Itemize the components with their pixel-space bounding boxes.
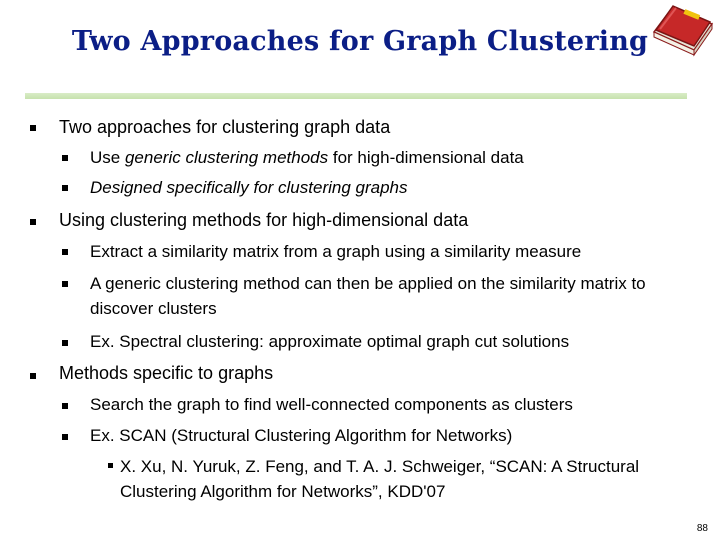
bullet-marker [30,125,36,131]
bullet-marker [62,281,68,287]
sub-bullet-similarity-matrix: Extract a similarity matrix from a graph using a similarity measure [90,242,582,261]
page-number: 88 [696,523,708,534]
sub-bullet-generic-emphasis: generic clustering methods [124,148,329,167]
sub-bullet-designed-specifically [90,175,408,200]
slide-title: Two Approaches for Graph Clustering [71,26,649,57]
bullet-marker [62,155,68,161]
sub-bullet-generic-suffix: for high-dimensional data [328,148,524,167]
bullet-high-dimensional: Using clustering methods for high-dimensional data [59,210,469,230]
bullet-marker [30,219,36,225]
bullet-marker [62,434,68,440]
bullet-marker [62,185,68,191]
sub-bullet-generic-prefix: Use [90,148,125,167]
bullet-marker [108,463,113,468]
sub-bullet-spectral: Ex. Spectral clustering: approximate optimal graph cut solutions [90,332,570,351]
sub-sub-bullet-citation: X. Xu, N. Yuruk, Z. Feng, and T. A. J. Schweiger, “SCAN: A Structural Clustering Algorithm for Networks”, KDD'07 [120,457,640,501]
bullet-marker [62,340,68,346]
sub-bullet-search-graph: Search the graph to find well-connected components as clusters [90,395,573,414]
sub-bullet-generic-methods [90,145,524,170]
sub-bullet-generic-applied: A generic clustering method can then be applied on the similarity matrix to discover clusters [90,274,646,318]
bullet-methods-specific: Methods specific to graphs [59,363,274,383]
bullet-marker [62,403,68,409]
bullet-marker [62,249,68,255]
bullet-two-approaches: Two approaches for clustering graph data [59,117,391,137]
title-divider [25,93,687,99]
sub-bullet-scan: Ex. SCAN (Structural Clustering Algorithm for Networks) [90,426,513,445]
sub-bullet-designed-emphasis: Designed specifically for clustering graphs [90,178,408,197]
bullet-marker [30,373,36,379]
red-book-icon [646,2,716,58]
